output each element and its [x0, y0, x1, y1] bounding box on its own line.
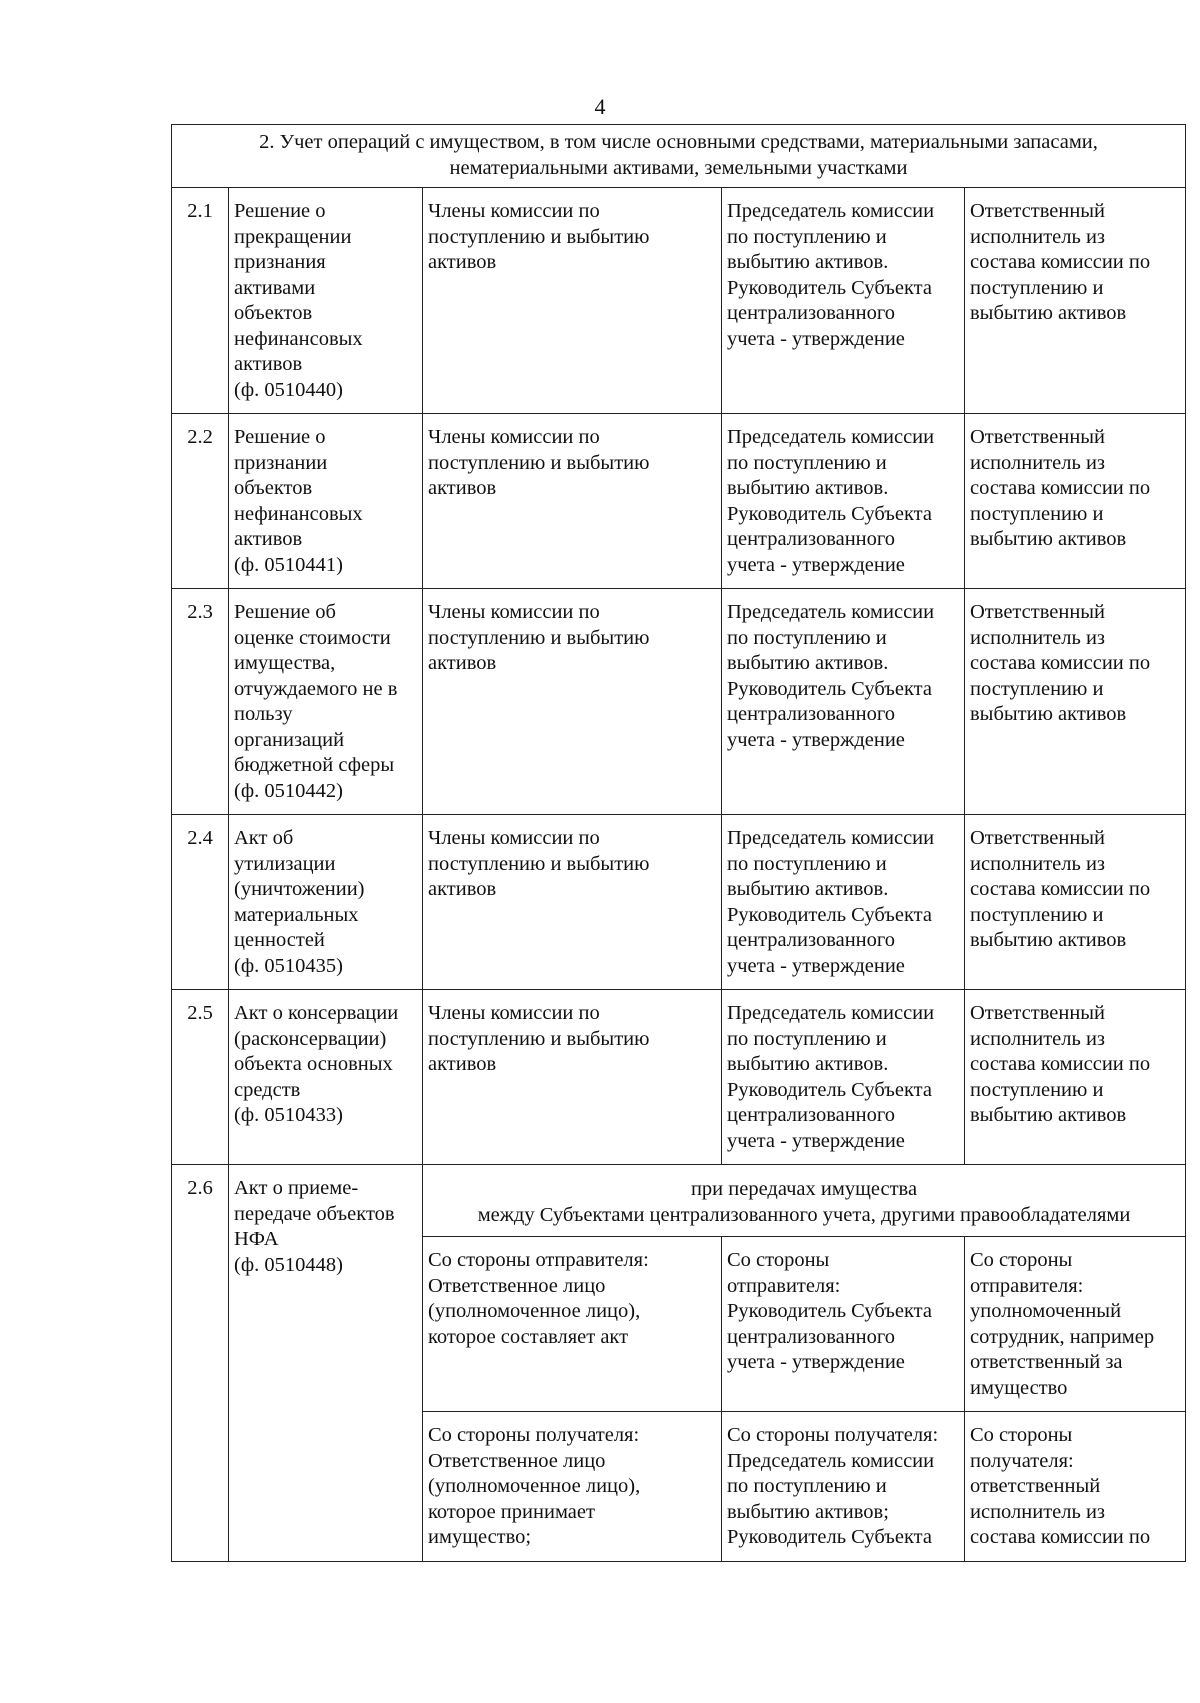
receiver-responsible-cell-line: получателя:	[970, 1449, 1074, 1472]
table-row	[172, 188, 1186, 414]
document-name-line: (ф. 0510442)	[234, 779, 343, 802]
signer-cell-line: Председатель комиссии	[727, 827, 935, 849]
row-number: 2.5	[172, 990, 229, 1165]
signer-cell	[722, 990, 965, 1165]
signer-cell	[722, 589, 965, 815]
row-number: 2.3	[172, 589, 229, 815]
sender-signer-cell	[722, 1237, 965, 1412]
compiler-cell	[423, 414, 722, 589]
responsible-cell	[965, 188, 1186, 414]
compiler-cell-line: поступлению и выбытию	[428, 626, 650, 649]
compiler-cell	[423, 815, 722, 990]
responsible-cell-line: поступлению и	[970, 903, 1104, 926]
receiver-compiler-cell-line: (уполномоченное лицо),	[428, 1475, 641, 1497]
compiler-cell-line: активов	[428, 1053, 497, 1075]
receiver-compiler-cell-line: которое принимает	[428, 1500, 595, 1523]
signer-cell-line: учета - утверждение	[727, 553, 905, 576]
signer-cell-line: по поступлению и	[727, 451, 887, 474]
sender-responsible-cell-line: имущество	[970, 1376, 1068, 1399]
document-name-line: утилизации	[234, 852, 336, 875]
sender-responsible-cell-line: Со стороны	[970, 1249, 1073, 1271]
document-name-line: Решение о	[234, 426, 326, 448]
sender-responsible-cell-line: ответственный за	[970, 1351, 1123, 1373]
responsible-cell	[965, 815, 1186, 990]
signer-cell-line: учета - утверждение	[727, 954, 905, 977]
document-name-line: Акт о консервации	[234, 1002, 399, 1024]
document-name-line: нефинансовых	[234, 327, 363, 350]
document-name-line: бюджетной сферы	[234, 754, 395, 776]
sender-signer-cell-line: отправителя:	[727, 1274, 841, 1297]
signer-cell-line: учета - утверждение	[727, 728, 905, 751]
document-name-line: организаций	[234, 728, 345, 751]
compiler-cell-line: Члены комиссии по	[428, 601, 600, 623]
compiler-cell-line: активов	[428, 652, 497, 674]
table-row	[172, 414, 1186, 589]
signer-cell-line: Председатель комиссии	[727, 200, 935, 222]
signer-cell-line: Руководитель Субъекта	[727, 1078, 932, 1101]
transfer-header	[423, 1165, 1186, 1237]
receiver-signer-cell-line: выбытию активов;	[727, 1500, 889, 1523]
table-row	[172, 1165, 1186, 1237]
compiler-cell-line: поступлению и выбытию	[428, 1027, 650, 1050]
receiver-responsible-cell-line: исполнитель из	[970, 1500, 1106, 1523]
transfer-header-line: между Субъектами централизованного учета, другими правообладателями	[477, 1203, 1131, 1226]
row-number: 2.2	[172, 414, 229, 589]
sender-compiler-cell	[423, 1237, 722, 1412]
responsible-cell-line: Ответственный	[970, 426, 1106, 448]
document-name	[229, 589, 423, 815]
document-name	[229, 990, 423, 1165]
signer-cell	[722, 414, 965, 589]
signer-cell-line: Председатель комиссии	[727, 601, 935, 623]
document-name-line: объектов	[234, 302, 313, 324]
signer-cell	[722, 815, 965, 990]
compiler-cell	[423, 188, 722, 414]
responsible-cell-line: состава комиссии по	[970, 652, 1151, 674]
responsible-cell-line: выбытию активов	[970, 1104, 1127, 1126]
compiler-cell-line: активов	[428, 251, 497, 273]
signer-cell-line: Руководитель Субъекта	[727, 677, 932, 700]
document-name	[229, 414, 423, 589]
document-name-line: (ф. 0510435)	[234, 954, 343, 977]
document-table	[171, 124, 1186, 1562]
responsible-cell-line: Ответственный	[970, 200, 1106, 222]
document-name-line: активами	[234, 276, 316, 299]
receiver-signer-cell-line: по поступлению и	[727, 1475, 887, 1497]
signer-cell-line: Председатель комиссии	[727, 426, 935, 448]
sender-responsible-cell-line: сотрудник, например	[970, 1325, 1155, 1348]
compiler-cell-line: активов	[428, 878, 497, 900]
signer-cell-line: Руководитель Субъекта	[727, 502, 932, 525]
responsible-cell-line: поступлению и	[970, 502, 1104, 525]
sender-signer-cell-line: централизованного	[727, 1325, 896, 1348]
document-name-line: активов	[234, 528, 303, 550]
sender-responsible-cell-line: уполномоченный	[970, 1300, 1122, 1322]
receiver-responsible-cell-line: ответственный	[970, 1475, 1101, 1497]
compiler-cell	[423, 990, 722, 1165]
sender-responsible-cell-line: отправителя:	[970, 1274, 1084, 1297]
page-number: 4	[594, 94, 606, 119]
signer-cell-line: по поступлению и	[727, 626, 887, 649]
signer-cell-line: Руководитель Субъекта	[727, 903, 932, 926]
document-name-line: нефинансовых	[234, 502, 363, 525]
table-row	[172, 990, 1186, 1165]
section-title-line: нематериальными активами, земельными участками	[449, 157, 908, 179]
responsible-cell-line: выбытию активов	[970, 302, 1127, 324]
document-name-line: (ф. 0510433)	[234, 1104, 343, 1126]
receiver-responsible-cell-line: Со стороны	[970, 1424, 1073, 1446]
receiver-signer-cell-line: Со стороны получателя:	[727, 1424, 939, 1446]
document-name-line: (уничтожении)	[234, 878, 365, 900]
document-name-line: материальных	[234, 903, 359, 926]
signer-cell-line: по поступлению и	[727, 1027, 887, 1050]
document-name	[229, 1165, 423, 1562]
receiver-responsible-cell	[965, 1412, 1186, 1562]
compiler-cell-line: Члены комиссии по	[428, 426, 600, 448]
responsible-cell-line: поступлению и	[970, 1078, 1104, 1101]
document-name-line: ценностей	[234, 929, 325, 951]
sender-signer-cell-line: Со стороны	[727, 1249, 830, 1271]
responsible-cell-line: выбытию активов	[970, 703, 1127, 725]
signer-cell	[722, 188, 965, 414]
sender-compiler-cell-line: Ответственное лицо	[428, 1274, 606, 1297]
sender-compiler-cell-line: Со стороны отправителя:	[428, 1249, 649, 1271]
signer-cell-line: выбытию активов.	[727, 251, 889, 273]
table-row	[172, 589, 1186, 815]
responsible-cell-line: выбытию активов	[970, 929, 1127, 951]
section-header-row	[172, 125, 1186, 188]
document-name-line: (ф. 0510441)	[234, 553, 343, 576]
signer-cell-line: выбытию активов.	[727, 652, 889, 674]
receiver-compiler-cell-line: Ответственное лицо	[428, 1449, 606, 1472]
signer-cell-line: учета - утверждение	[727, 327, 905, 350]
document-name-line: Решение о	[234, 200, 326, 222]
responsible-cell-line: Ответственный	[970, 827, 1106, 849]
responsible-cell-line: исполнитель из	[970, 225, 1106, 248]
section-title-line: 2. Учет операций с имуществом, в том числе основными средствами, материальными запасами,	[259, 131, 1098, 153]
document-name-line: активов	[234, 353, 303, 375]
responsible-cell-line: исполнитель из	[970, 451, 1106, 474]
compiler-cell-line: поступлению и выбытию	[428, 852, 650, 875]
transfer-header-line: при передачах имущества	[690, 1178, 918, 1200]
row-number: 2.1	[172, 188, 229, 414]
compiler-cell-line: Члены комиссии по	[428, 827, 600, 849]
document-name-line: Решение об	[234, 601, 336, 623]
document-name-line: (ф. 0510440)	[234, 378, 343, 401]
responsible-cell-line: поступлению и	[970, 677, 1104, 700]
compiler-cell	[423, 589, 722, 815]
signer-cell-line: по поступлению и	[727, 852, 887, 875]
document-name-line: оценке стоимости	[234, 626, 391, 649]
row-number: 2.4	[172, 815, 229, 990]
signer-cell-line: Председатель комиссии	[727, 1002, 935, 1024]
signer-cell-line: выбытию активов.	[727, 1053, 889, 1075]
document-name-line: Акт о приеме-	[234, 1177, 359, 1199]
compiler-cell-line: Члены комиссии по	[428, 1002, 600, 1024]
document-name-line: средств	[234, 1078, 301, 1101]
table-row	[172, 815, 1186, 990]
responsible-cell-line: состава комиссии по	[970, 1053, 1151, 1075]
responsible-cell-line: поступлению и	[970, 276, 1104, 299]
responsible-cell-line: исполнитель из	[970, 626, 1106, 649]
receiver-signer-cell	[722, 1412, 965, 1562]
signer-cell-line: учета - утверждение	[727, 1129, 905, 1152]
signer-cell-line: выбытию активов.	[727, 878, 889, 900]
compiler-cell-line: Члены комиссии по	[428, 200, 600, 222]
document-name-line: имущества,	[234, 652, 336, 674]
receiver-compiler-cell	[423, 1412, 722, 1562]
document-name-line: НФА	[234, 1228, 279, 1250]
document-name-line: отчуждаемого не в	[234, 677, 398, 700]
responsible-cell-line: Ответственный	[970, 1002, 1106, 1024]
responsible-cell-line: состава комиссии по	[970, 251, 1151, 273]
document-name-line: прекращении	[234, 225, 352, 248]
document-name-line: объектов	[234, 477, 313, 499]
document-name-line: (ф. 0510448)	[234, 1253, 343, 1276]
sender-responsible-cell	[965, 1237, 1186, 1412]
receiver-responsible-cell-line: состава комиссии по	[970, 1526, 1151, 1548]
signer-cell-line: централизованного	[727, 929, 896, 951]
sender-compiler-cell-line: которое составляет акт	[428, 1325, 629, 1348]
responsible-cell-line: выбытию активов	[970, 528, 1127, 550]
compiler-cell-line: поступлению и выбытию	[428, 225, 650, 248]
document-name-line: объекта основных	[234, 1053, 393, 1075]
sender-signer-cell-line: учета - утверждение	[727, 1351, 905, 1373]
responsible-cell	[965, 414, 1186, 589]
document-name-line: передаче объектов	[234, 1202, 395, 1225]
row-number: 2.6	[172, 1165, 229, 1562]
document-name-line: Акт об	[234, 827, 294, 849]
receiver-compiler-cell-line: Со стороны получателя:	[428, 1424, 640, 1446]
section-title	[172, 125, 1186, 188]
sender-signer-cell-line: Руководитель Субъекта	[727, 1300, 932, 1322]
responsible-cell-line: исполнитель из	[970, 852, 1106, 875]
responsible-cell-line: исполнитель из	[970, 1027, 1106, 1050]
receiver-signer-cell-line: Руководитель Субъекта	[727, 1526, 932, 1548]
signer-cell-line: централизованного	[727, 528, 896, 550]
receiver-compiler-cell-line: имущество;	[428, 1526, 532, 1548]
responsible-cell-line: состава комиссии по	[970, 477, 1151, 499]
receiver-signer-cell-line: Председатель комиссии	[727, 1449, 935, 1472]
compiler-cell-line: активов	[428, 477, 497, 499]
document-name-line: (расконсервации)	[234, 1027, 387, 1050]
responsible-cell	[965, 990, 1186, 1165]
document-name-line: пользу	[234, 703, 293, 725]
signer-cell-line: централизованного	[727, 1104, 896, 1126]
signer-cell-line: выбытию активов.	[727, 477, 889, 499]
signer-cell-line: централизованного	[727, 703, 896, 725]
compiler-cell-line: поступлению и выбытию	[428, 451, 650, 474]
document-name-line: признании	[234, 451, 328, 474]
signer-cell-line: по поступлению и	[727, 225, 887, 248]
sender-compiler-cell-line: (уполномоченное лицо),	[428, 1300, 641, 1322]
signer-cell-line: Руководитель Субъекта	[727, 276, 932, 299]
signer-cell-line: централизованного	[727, 302, 896, 324]
responsible-cell-line: состава комиссии по	[970, 878, 1151, 900]
document-name-line: признания	[234, 251, 326, 273]
responsible-cell-line: Ответственный	[970, 601, 1106, 623]
responsible-cell	[965, 589, 1186, 815]
document-name	[229, 815, 423, 990]
document-name	[229, 188, 423, 414]
